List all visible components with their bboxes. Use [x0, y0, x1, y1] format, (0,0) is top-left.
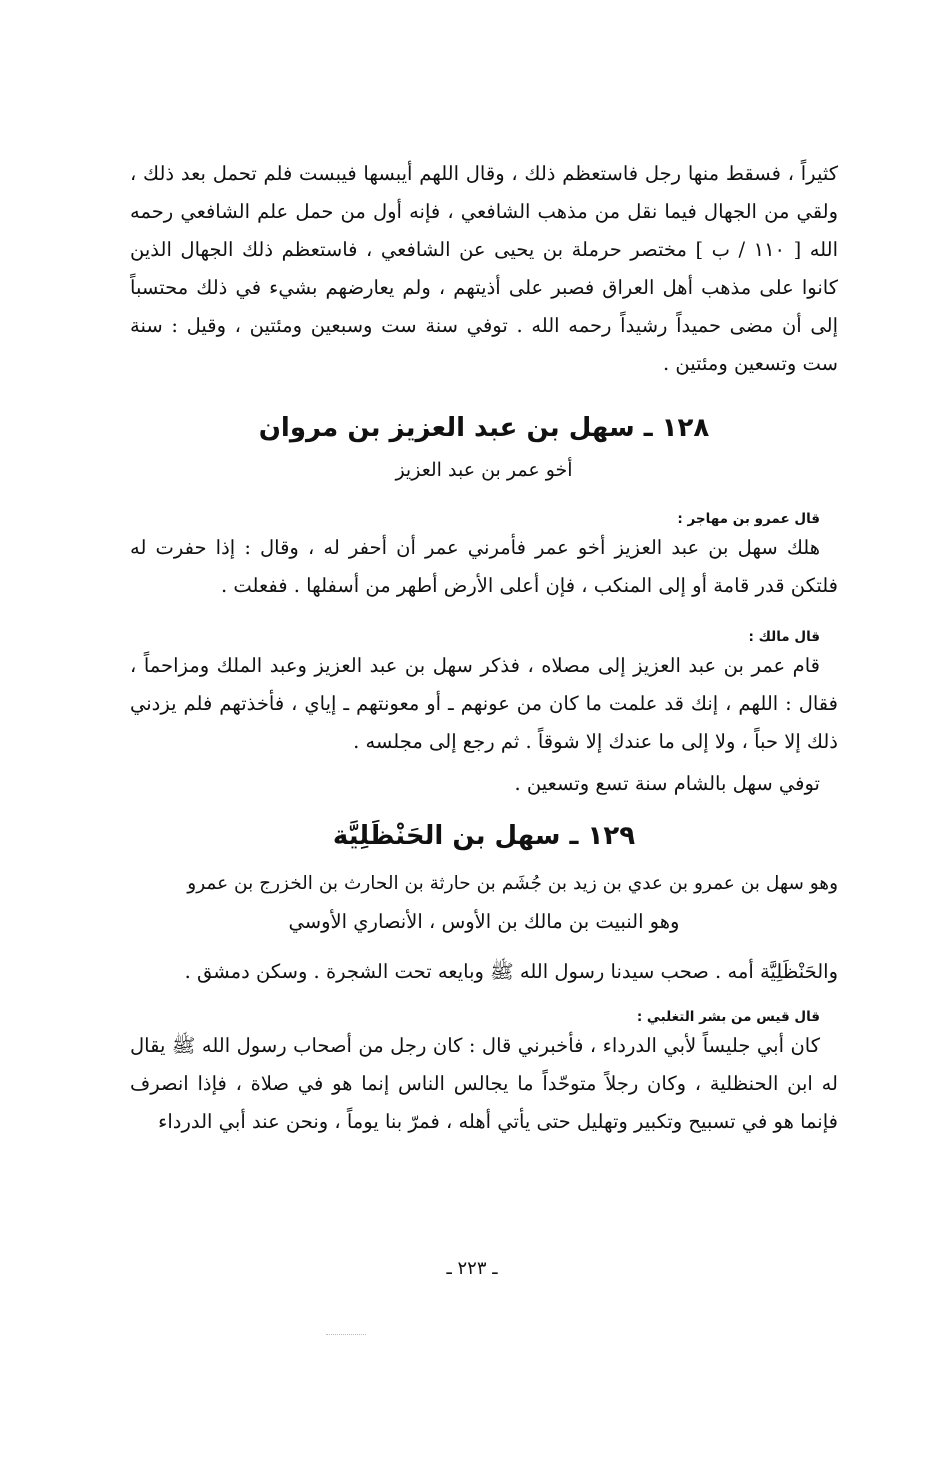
- entry-129-mother-line: والحَنْظَلِيَّة أمه . صحب سيدنا رسول الله ﷺ وبايعه تحت الشجرة . وسكن دمشق .: [184, 960, 838, 983]
- page-body: [130, 155, 838, 1141]
- entry-129-text: كان أبي جليساً لأبي الدرداء ، فأخبرني قال : كان رجل من أصحاب رسول الله ﷺ يقال له ابن الحنظلية ، وكان رجلاً متوحّداً ما يجالس الناس إنما هو في صلاة ، فإذا انصرف فإنما هو في تسبيح وتكبير وتهليل حتى يأتي أهله ، فمرّ بنا يوماً ، ونحن عند أبي الدرداء: [130, 1034, 838, 1133]
- entry-128-narrator-2: قال مالك :: [748, 629, 820, 645]
- entry-128-text-1: هلك سهل بن عبد العزيز أخو عمر فأمرني عمر أن أحفر له ، وقال : إذا حفرت له فلتكن قدر قامة أو إلى المنكب ، فإن أعلى الأرض أطهر من أسفلها . ففعلت .: [130, 536, 838, 597]
- entry-128-death: توفي سهل بالشام سنة تسع وتسعين .: [514, 772, 820, 795]
- scan-speck: [326, 1334, 366, 1337]
- entry-129-lineage-2: وهو النبيت بن مالك بن الأوس ، الأنصاري الأوسي: [288, 910, 680, 933]
- entry-129-title: ١٢٩ ـ سهل بن الحَنْظَلِيَّة: [332, 821, 636, 851]
- entry-128-subtitle: أخو عمر بن عبد العزيز: [395, 459, 573, 481]
- entry-128-text-2: قام عمر بن عبد العزيز إلى مصلاه ، فذكر سهل بن عبد العزيز وعبد الملك ومزاحماً ، فقال : اللهم ، إنك قد علمت ما كان من عونهم ـ أو معونتهم ـ إياي ، فأخذتهم فلم يزدني ذلك إلا حباً ، ولا إلى ما عندك إلا شوقاً . ثم رجع إلى مجلسه .: [130, 654, 838, 753]
- entry-128-title: ١٢٨ ـ سهل بن عبد العزيز بن مروان: [258, 413, 710, 443]
- page-number: ـ ٢٢٣ ـ: [446, 1258, 498, 1279]
- intro-paragraph: كثيراً ، فسقط منها رجل فاستعظم ذلك ، وقال اللهم أيبسها فيبست فلم تحمل بعد ذلك ، ولقي من الجهال فيما نقل من مذهب الشافعي ، فإنه أول من حمل علم الشافعي رحمه الله [ ١١٠ / ب ] مختصر حرملة بن يحيى عن الشافعي ، فاستعظم ذلك الجهال الذين كانوا على مذهب أهل العراق فصبر على أذيتهم ، ولم يعارضهم بشيء في ذلك محتسباً إلى أن مضى حميداً رشيداً رحمه الله . توفي سنة ست وسبعين ومئتين ، وقيل : سنة ست وتسعين ومئتين .: [130, 162, 838, 375]
- entry-128-narrator-1: قال عمرو بن مهاجر :: [677, 511, 820, 527]
- entry-129-narrator: قال قيس من بشر التغلبي :: [636, 1009, 820, 1025]
- entry-129-lineage-1: وهو سهل بن عمرو بن عدي بن زيد بن جُشَم بن حارثة بن الحارث بن الخزرج بن عمرو: [187, 873, 838, 894]
